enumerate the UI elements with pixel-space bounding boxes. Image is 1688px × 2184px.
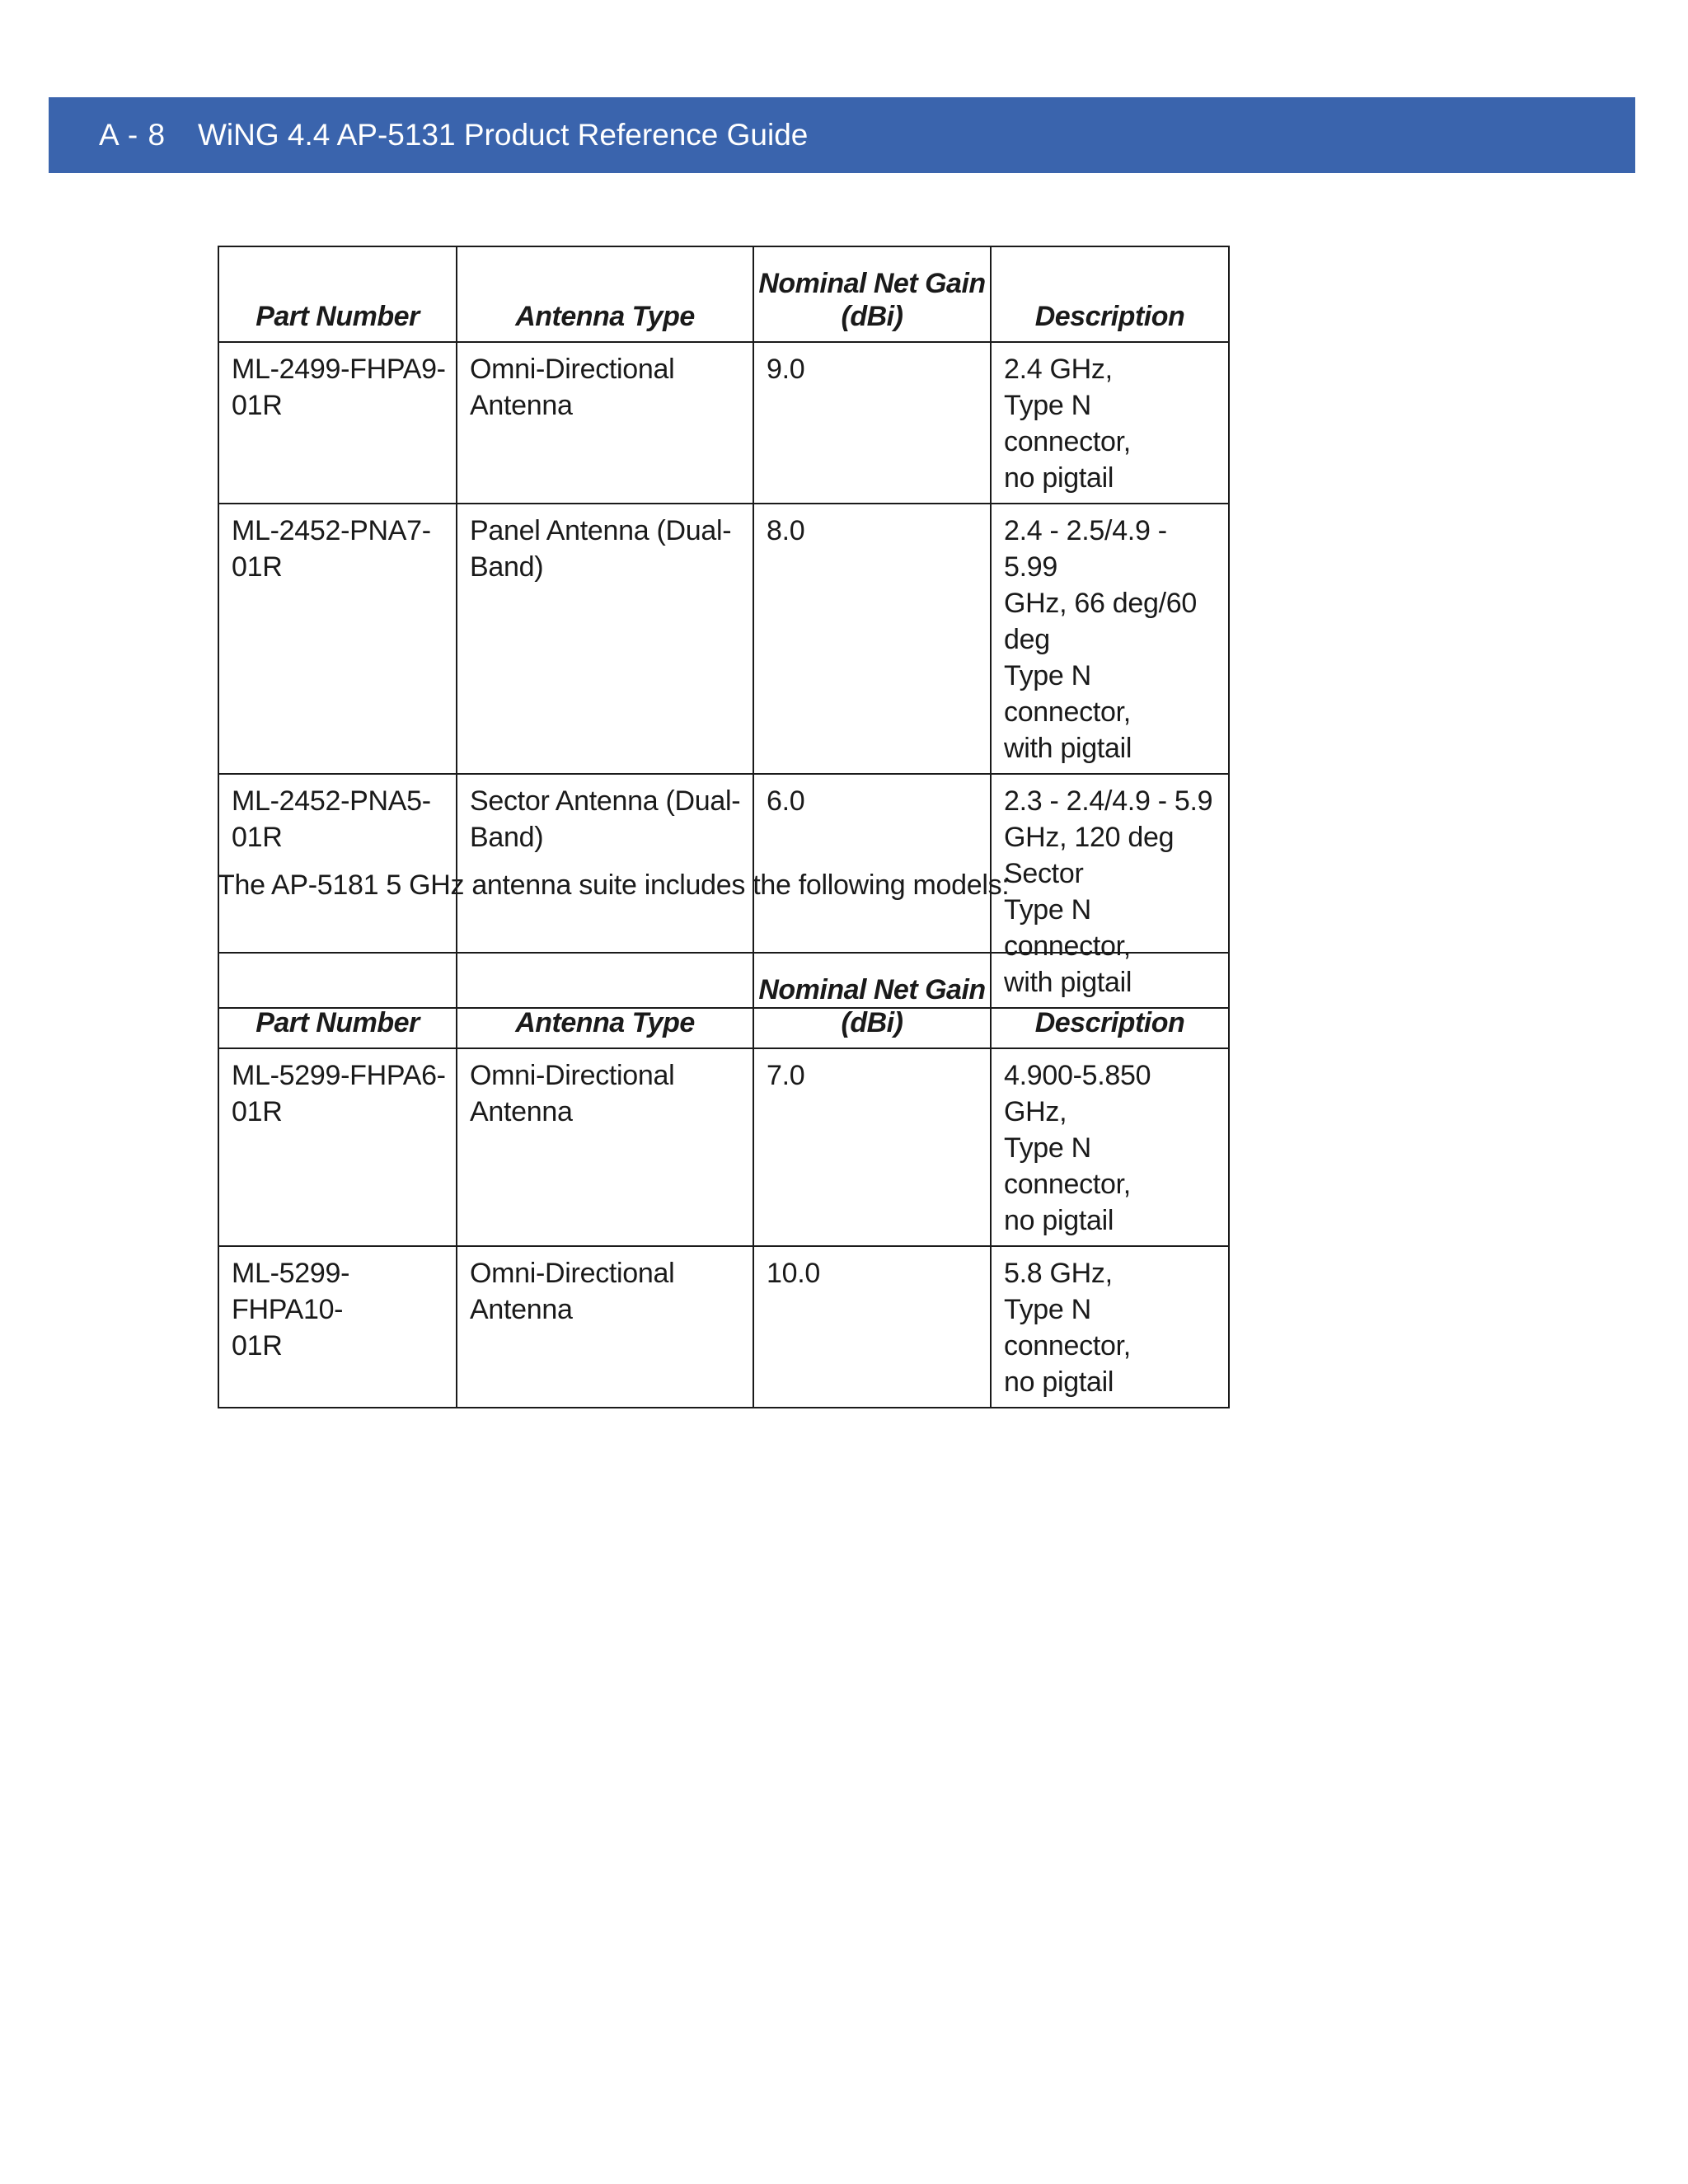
description-cell: 2.4 - 2.5/4.9 - 5.99 GHz, 66 deg/60 deg Type N connector, with pigtail — [991, 504, 1229, 774]
gain-cell: 7.0 — [753, 1048, 991, 1246]
column-header-description: Description — [991, 953, 1229, 1048]
description-cell: 2.4 GHz, Type N connector, no pigtail — [991, 342, 1229, 504]
part-number-cell: ML-2452-PNA7- 01R — [218, 504, 457, 774]
description-cell: 2.3 - 2.4/4.9 - 5.9 GHz, 120 deg Sector Type N connector, with pigtail — [991, 774, 1229, 1008]
table-row — [218, 1048, 1229, 1246]
column-header-antenna-type: Antenna Type — [457, 246, 753, 342]
description-cell: 4.900-5.850 GHz, Type N connector, no pigtail — [991, 1048, 1229, 1246]
column-header-part-number: Part Number — [218, 953, 457, 1048]
table-row — [218, 504, 1229, 774]
intro-paragraph: The AP-5181 5 GHz antenna suite includes the following models: — [218, 869, 1010, 901]
antenna-table-5ghz — [218, 952, 1230, 1408]
column-header-part-number: Part Number — [218, 246, 457, 342]
part-number-cell: ML-2452-PNA5- 01R — [218, 774, 457, 1008]
gain-cell: 9.0 — [753, 342, 991, 504]
column-header-antenna-type: Antenna Type — [457, 953, 753, 1048]
antenna-type-cell: Omni-Directional Antenna — [457, 1048, 753, 1246]
part-number-cell: ML-5299-FHPA6- 01R — [218, 1048, 457, 1246]
gain-cell: 6.0 — [753, 774, 991, 1008]
antenna-type-cell: Omni-Directional Antenna — [457, 1246, 753, 1408]
table-header-row — [218, 953, 1229, 1048]
document-title: WiNG 4.4 AP-5131 Product Reference Guide — [198, 118, 809, 152]
description-cell: 5.8 GHz, Type N connector, no pigtail — [991, 1246, 1229, 1408]
part-number-cell: ML-2499-FHPA9- 01R — [218, 342, 457, 504]
antenna-type-cell: Panel Antenna (Dual- Band) — [457, 504, 753, 774]
page-header — [49, 97, 1635, 173]
column-header-description: Description — [991, 246, 1229, 342]
column-header-gain: Nominal Net Gain (dBi) — [753, 953, 991, 1048]
part-number-cell: ML-5299-FHPA10- 01R — [218, 1246, 457, 1408]
gain-cell: 10.0 — [753, 1246, 991, 1408]
table-header-row — [218, 246, 1229, 342]
table-row — [218, 342, 1229, 504]
gain-cell: 8.0 — [753, 504, 991, 774]
antenna-type-cell: Omni-Directional Antenna — [457, 342, 753, 504]
table-row — [218, 1246, 1229, 1408]
page-number: A - 8 — [99, 118, 166, 152]
column-header-gain: Nominal Net Gain (dBi) — [753, 246, 991, 342]
antenna-type-cell: Sector Antenna (Dual- Band) — [457, 774, 753, 1008]
